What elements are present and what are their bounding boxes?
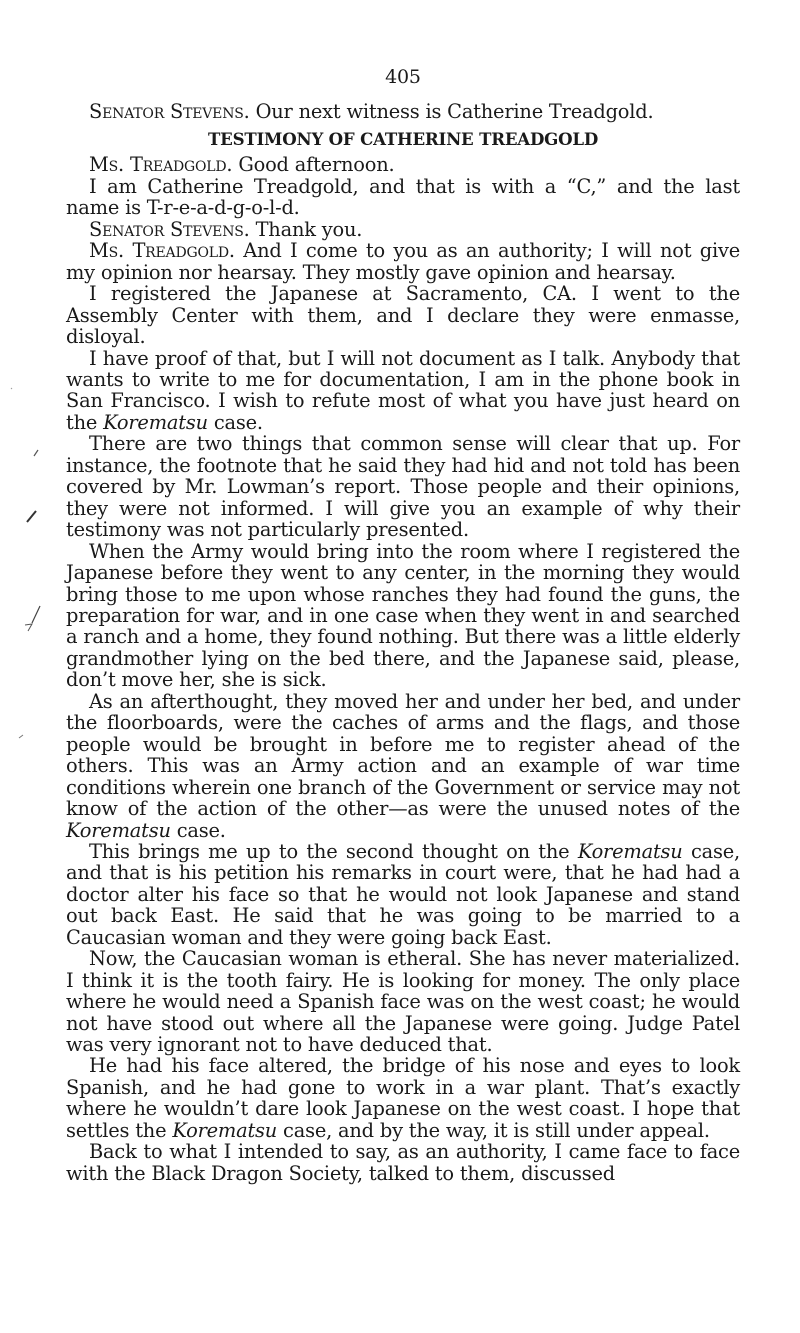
paragraph-text: And I come to you as an authority; I will not give my opinion nor hearsay. They mostly gave opinion and hearsay. — [66, 239, 740, 284]
case-name: Korematsu — [577, 839, 683, 863]
paragraph-text: case, and by the way, it is still under appeal. — [277, 1118, 710, 1142]
speaker-name: Senator Stevens. — [89, 100, 250, 123]
intro-paragraph — [66, 101, 740, 122]
case-name: Korematsu — [172, 1118, 278, 1142]
paragraph-text: Our next witness is Catherine Treadgold. — [249, 100, 654, 123]
paragraph-text: When the Army would bring into the room where I registered the Japanese before they went to any center, in the morning they would bring those to me upon whose ranches they had found the guns, the preparation for war, and in one case when they went in and searched a ranch and a home, they found nothing. But there was a little elderly grandmother lying on the bed there, and the Japanese said, please, don’t move her, she is sick. — [66, 539, 740, 692]
paragraph-text: I am Catherine Treadgold, and that is with a “C,” and the last name is T-r-e-a-d-g-o-l-d. — [66, 174, 740, 220]
paragraph — [66, 1055, 740, 1141]
paragraph-text: case. — [170, 818, 226, 842]
paragraph-text: This brings me up to the second thought on the — [89, 839, 578, 863]
paragraph — [66, 240, 740, 283]
paragraph-text: There are two things that common sense will clear that up. For instance, the footnote that he said they had hid and not told has been covered by Mr. Lowman’s report. Those people and their opinions, they were not informed. I will give you an example of why their testimony was not particularly presented. — [66, 432, 740, 542]
paragraph — [66, 219, 740, 240]
margin-pencil-marks — [0, 0, 60, 1333]
paragraph-text: Thank you. — [249, 217, 363, 241]
document-page — [66, 66, 740, 1184]
paragraph — [66, 1141, 740, 1184]
speaker-name: Senator Stevens. — [89, 217, 250, 241]
paragraph-text: I have proof of that, but I will not document as I talk. Anybody that wants to write to me for documentation, I am in the phone book in San Francisco. I wish to refute most of what you have just heard on the — [66, 346, 740, 434]
paragraph — [66, 283, 740, 347]
paragraph — [66, 948, 740, 1055]
paragraph — [66, 433, 740, 540]
paragraph-text: He had his face altered, the bridge of his nose and eyes to look Spanish, and he had gone to work in a war plant. That’s exactly where he wouldn’t dare look Japanese on the west coast. I hope that settles the — [66, 1054, 740, 1142]
case-name: Korematsu — [66, 818, 171, 842]
paragraph-text: Now, the Caucasian woman is etheral. She has never materialized. I think it is the tooth fairy. He is looking for money. The only place where he would need a Spanish face was on the west coast; he would not have stood out where all the Japanese were going. Judge Patel was very ignorant not to have deduced that. — [66, 947, 740, 1057]
paragraph-text: Good afternoon. — [232, 153, 395, 177]
paragraph-text: I registered the Japanese at Sacramento, CA. I went to the Assembly Center with them, and I declare they were enmasse, disloyal. — [66, 282, 740, 349]
paragraph — [66, 541, 740, 691]
page-number: 405 — [385, 66, 421, 88]
paragraph — [66, 841, 740, 948]
testimony-heading: TESTIMONY OF CATHERINE TREADGOLD — [207, 129, 599, 150]
paragraph-text: Back to what I intended to say, as an authority, I came face to face with the Black Dragon Society, talked to them, discussed — [66, 1140, 740, 1185]
speaker-name: Ms. Treadgold. — [89, 153, 233, 177]
speaker-name: Ms. Treadgold. — [89, 239, 235, 263]
paragraph-text: As an afterthought, they moved her and under her bed, and under the floorboards, were the caches of arms and the flags, and those people would be brought in before me to register ahead of the others. This was an Army action and an example of war time conditions wherein one branch of the Government or service may not know of the action of the other—as were the unused notes of the — [66, 689, 740, 821]
paragraph — [66, 348, 740, 434]
paragraph — [66, 176, 740, 219]
case-name: Korematsu — [103, 410, 208, 434]
paragraph — [66, 691, 740, 841]
paragraph-text: case, and that is his petition his remarks in court were, that he had had a doctor alter his face so that he would not look Japanese and stand out back East. He said that he was going to be married to a Caucasian woman and they were going back East. — [66, 839, 740, 949]
paragraph — [66, 154, 740, 175]
paragraph-text: case. — [207, 410, 263, 434]
